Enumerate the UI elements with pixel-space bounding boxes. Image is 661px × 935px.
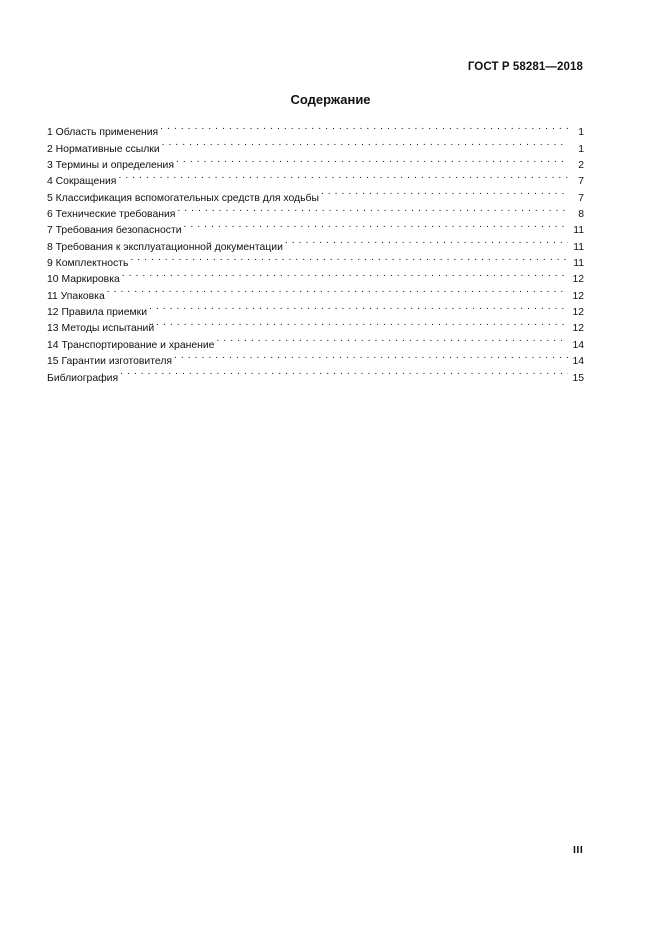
toc-entry[interactable] xyxy=(47,364,584,384)
toc-dot-leader xyxy=(321,184,568,200)
toc-entry-label: 5 Классификация вспомогательных средств для ходьбы xyxy=(47,192,319,204)
toc-dot-leader xyxy=(174,348,568,364)
toc-dot-leader xyxy=(130,250,568,266)
toc-entry[interactable] xyxy=(47,282,584,302)
toc-entry-page: 12 xyxy=(572,290,584,302)
toc-dot-leader xyxy=(216,331,568,347)
toc-entry-page: 7 xyxy=(578,192,584,204)
toc-entry-label: 1 Область применения xyxy=(47,127,159,139)
toc-entry-label: 2 Нормативные ссылки xyxy=(47,143,160,155)
toc-dot-leader xyxy=(184,217,568,233)
toc-entry-label: 3 Термины и определения xyxy=(47,160,174,172)
toc-title: Содержание xyxy=(290,92,371,107)
toc-dot-leader xyxy=(156,315,568,331)
toc-entry-page: 14 xyxy=(572,356,584,368)
table-of-contents xyxy=(47,119,584,384)
document-code: ГОСТ Р 58281—2018 xyxy=(467,61,583,73)
toc-entry-page: 15 xyxy=(572,372,584,384)
toc-entry-label: 12 Правила приемки xyxy=(47,307,148,319)
toc-dot-leader xyxy=(162,135,568,151)
toc-dot-leader xyxy=(120,364,568,380)
toc-dot-leader xyxy=(107,282,568,298)
toc-entry-page: 12 xyxy=(572,323,584,335)
toc-dot-leader xyxy=(285,233,568,249)
toc-entry-label: 4 Сокращения xyxy=(47,176,117,188)
toc-entry-page: 12 xyxy=(572,307,584,319)
toc-entry-page: 12 xyxy=(572,274,584,286)
toc-entry-page: 11 xyxy=(573,225,584,237)
toc-entry-label: 10 Маркировка xyxy=(47,274,120,286)
toc-entry[interactable] xyxy=(47,266,584,286)
toc-entry-page: 14 xyxy=(572,339,584,351)
toc-entry-page: 11 xyxy=(573,241,584,253)
toc-entry-label: 6 Технические требования xyxy=(47,209,176,221)
toc-entry[interactable] xyxy=(47,168,584,188)
toc-dot-leader xyxy=(149,299,568,315)
toc-entry-page: 8 xyxy=(578,209,584,221)
toc-entry-label: 9 Комплектность xyxy=(47,258,129,270)
toc-entry-label: 7 Требования безопасности xyxy=(47,225,182,237)
toc-entry-label: 11 Упаковка xyxy=(47,290,105,302)
toc-dot-leader xyxy=(160,119,568,135)
toc-entry-label: Библиография xyxy=(47,372,119,384)
toc-dot-leader xyxy=(122,266,568,282)
toc-entry-label: 8 Требования к эксплуатационной документации xyxy=(47,241,283,253)
toc-entry-label: 14 Транспортирование и хранение xyxy=(47,339,215,351)
toc-entry[interactable] xyxy=(47,119,584,139)
toc-entry-page: 1 xyxy=(578,127,584,139)
toc-dot-leader xyxy=(177,201,568,217)
toc-entry-label: 13 Методы испытаний xyxy=(47,323,155,335)
toc-entry-page: 7 xyxy=(578,176,584,188)
toc-entry[interactable] xyxy=(47,299,584,319)
toc-dot-leader xyxy=(118,168,568,184)
toc-entry-label: 15 Гарантии изготовителя xyxy=(47,356,173,368)
toc-entry-page: 1 xyxy=(578,143,584,155)
page-number: III xyxy=(573,844,584,856)
toc-entry[interactable] xyxy=(47,184,584,204)
toc-dot-leader xyxy=(176,152,568,168)
toc-entry-page: 11 xyxy=(573,258,584,270)
toc-entry-page: 2 xyxy=(578,160,584,172)
